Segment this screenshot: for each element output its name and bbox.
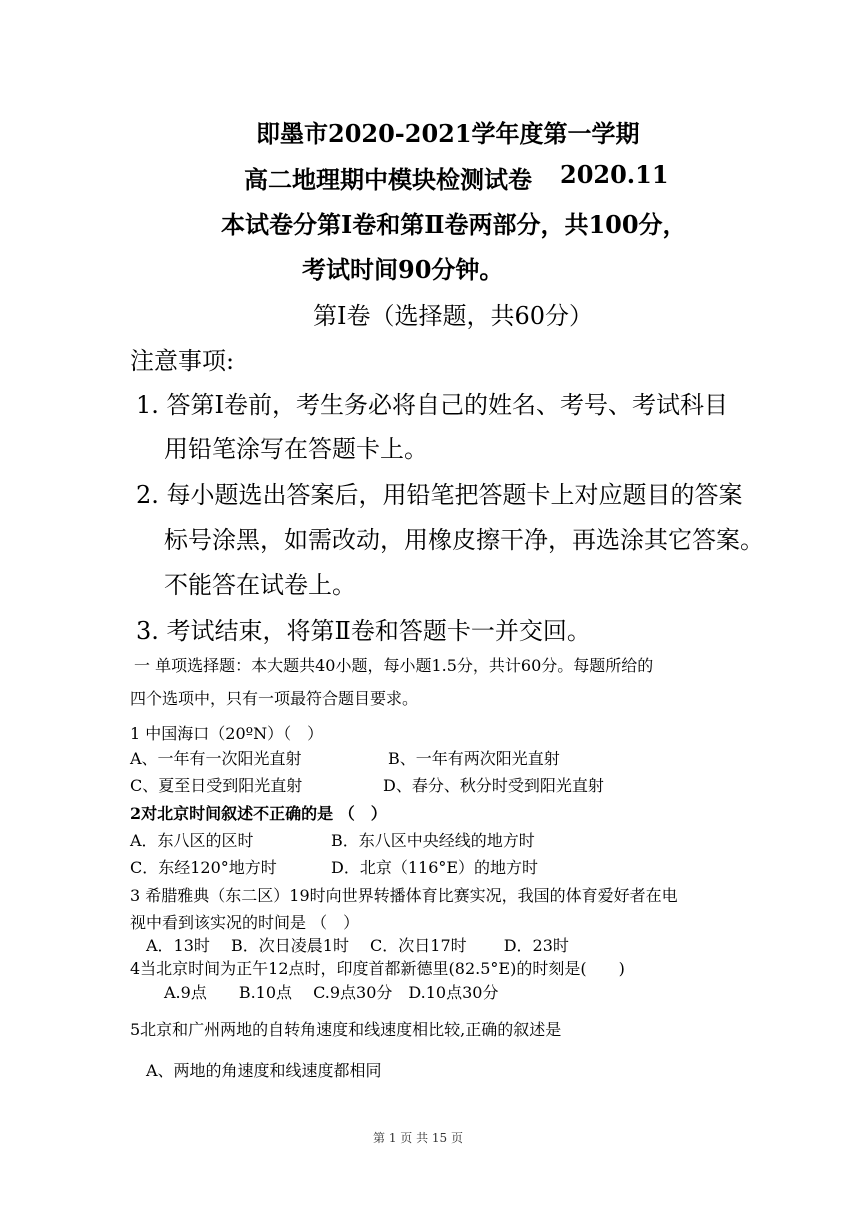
part-one-heading: 第Ⅰ卷（选择题，共60分）: [313, 302, 594, 330]
question-1: 1 中国海口（20ºN）（ ）: [130, 724, 324, 743]
note-item-1: 1. 答第Ⅰ卷前，考生务必将自己的姓名、考号、考试科目: [136, 391, 729, 419]
question-2-option-d: D．北京（116°E）的地方时: [331, 858, 539, 877]
question-5-option-a: A、两地的角速度和线速度都相同: [146, 1061, 382, 1080]
exam-title-line2: 高二地理期中模块检测试卷: [244, 165, 532, 194]
section-instructions-line1: 一 单项选择题：本大题共40小题，每小题1.5分，共计60分。每题所给的: [134, 656, 654, 675]
question-3-line2: 视中看到该实况的时间是 （ ）: [130, 913, 360, 932]
question-4-options: A.9点 B.10点 C.9点30分 D.10点30分: [164, 983, 499, 1002]
exam-title-line1: 即墨市2020-2021学年度第一学期: [256, 119, 640, 148]
exam-info-line2: 考试时间90分钟。: [302, 255, 504, 284]
exam-date: 2020.11: [560, 160, 669, 189]
note-item-2-cont: 标号涂黑，如需改动，用橡皮擦干净，再选涂其它答案。: [164, 526, 764, 554]
question-1-option-a: A、一年有一次阳光直射: [130, 749, 302, 768]
question-2-option-b: B．东八区中央经线的地方时: [331, 831, 535, 850]
question-5: 5北京和广州两地的自转角速度和线速度相比较,正确的叙述是: [130, 1020, 562, 1039]
note-item-3: 3. 考试结束，将第Ⅱ卷和答题卡一并交回。: [136, 617, 591, 645]
question-2-option-c: C．东经120°地方时: [130, 858, 277, 877]
note-item-2: 2. 每小题选出答案后，用铅笔把答题卡上对应题目的答案: [136, 481, 743, 509]
question-1-option-b: B、一年有两次阳光直射: [388, 749, 560, 768]
question-2-option-a: A．东八区的区时: [130, 831, 254, 850]
question-1-option-c: C、夏至日受到阳光直射: [130, 776, 303, 795]
question-1-option-d: D、春分、秋分时受到阳光直射: [383, 776, 604, 795]
question-3-line1: 3 希腊雅典（东二区）19时向世界转播体育比赛实况，我国的体育爱好者在电: [130, 886, 678, 905]
question-4: 4当北京时间为正午12点时，印度首都新德里(82.5°E)的时刻是( ): [130, 959, 625, 978]
page-footer: 第 1 页 共 15 页: [373, 1131, 463, 1145]
question-3-options: A．13时 B．次日凌晨1时 C．次日17时 D．23时: [146, 936, 569, 955]
note-item-1-cont: 用铅笔涂写在答题卡上。: [164, 435, 428, 463]
notes-title: 注意事项:: [130, 347, 235, 375]
note-item-2-cont2: 不能答在试卷上。: [164, 571, 356, 599]
exam-info-line1: 本试卷分第Ⅰ卷和第Ⅱ卷两部分，共100分，: [221, 210, 687, 239]
section-instructions-line2: 四个选项中，只有一项最符合题目要求。: [130, 689, 419, 708]
question-2: 2对北京时间叙述不正确的是 （ ）: [130, 804, 387, 823]
